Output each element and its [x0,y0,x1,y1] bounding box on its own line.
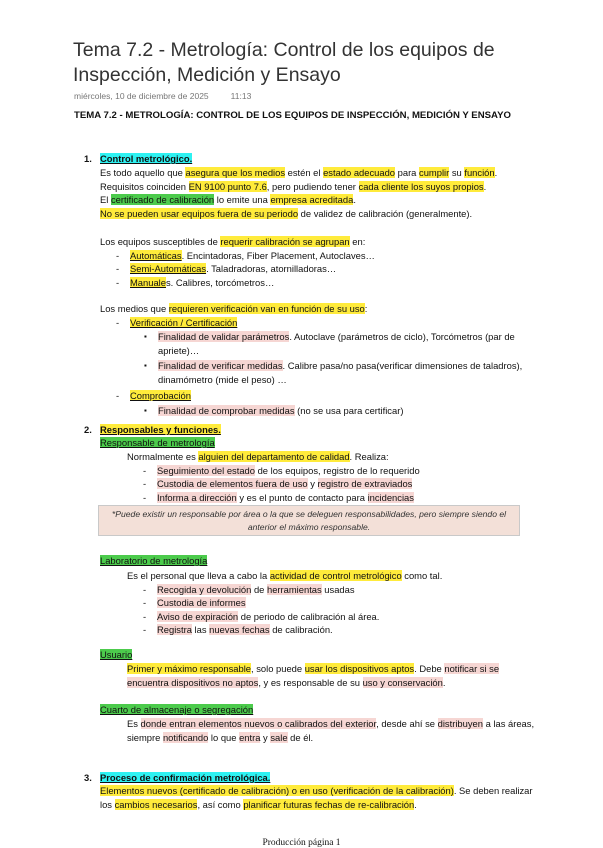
list-item: - Manuales. Calibres, torcómetros… [116,276,540,290]
storage-block: Es donde entran elementos nuevos o calibrados del exterior, desde ahí se distribuyen a las áreas, siempre notificando lo que entra y sale de él. [127,718,535,743]
list-item: - Verificación / Certificación ▪ Finalidad de validar parámetros. Autoclave (parámetros de ciclo), Torcómetros (par de apriete)… ▪ Finalidad de verificar medidas. Calibre pasa/no pasa(verificar dimensiones de taladros), dinamómetro (mide el peso) … [116,316,540,387]
user-block: Primer y máximo responsable, solo puede usar los dispositivos aptos. Debe notificar si se encuentra dispositivos no aptos, y es responsable de su uso y conservación. [127,663,500,688]
paragraph: Normalmente es alguien del departamento de calidad. Realiza: [127,451,389,462]
list-item: - Comprobación ▪ Finalidad de comprobar medidas (no se usa para certificar) [116,389,540,417]
list-item: - Semi-Automáticas. Taladradoras, atornilladoras… [116,262,540,276]
responsible-block [127,450,537,504]
list-item: - Seguimiento del estado de los equipos, registro de lo requerido [143,464,537,478]
responsible-list [143,464,537,505]
list-item: - Automáticas. Encintadoras, Fiber Placement, Autoclaves… [116,249,540,263]
section-2-number: 2. [84,424,92,435]
section-1-number: 1. [84,153,92,164]
paragraph: Es el personal que lleva a cabo la actividad de control metrológico como tal. [127,570,443,581]
paragraph: No se pueden usar equipos fuera de su periodo de validez de calibración (generalmente). [100,207,473,219]
storage-title: Cuarto de almacenaje o segregación [100,704,254,715]
equipment-groups [100,235,540,289]
verification-list [116,316,540,418]
list-item: ▪ Finalidad de validar parámetros. Autoclave (parámetros de ciclo), Torcómetros (par de apriete)… [144,330,540,357]
section-title: TEMA 7.2 - METROLOGÍA: CONTROL DE LOS EQUIPOS DE INSPECCIÓN, MEDICIÓN Y ENSAYO [74,110,511,121]
note-box: *Puede existir un responsable por área o la que se deleguen responsabilidades, pero siempre siendo el anterior el máximo responsable. [98,505,520,536]
list-item: ▪ Finalidad de comprobar medidas (no se usa para certificar) [144,404,540,418]
section-1-heading: Control metrológico. [100,153,193,164]
paragraph: Los equipos susceptibles de requerir calibración se agrupan en: [100,236,366,247]
list-item: - Registra las nuevas fechas de calibración. [143,623,537,637]
responsible-title: Responsable de metrología [100,437,215,448]
list-item: - Informa a dirección y es el punto de contacto para incidencias [143,491,537,505]
list-item: ▪ Finalidad de verificar medidas. Calibre pasa/no pasa(verificar dimensiones de taladros), dinamómetro (mide el peso) … [144,359,540,386]
group-list [116,249,540,290]
user-title: Usuario [100,649,133,660]
paragraph: El certificado de calibración lo emite una empresa acreditada. [100,194,356,205]
section-3-number: 3. [84,772,92,783]
page-meta [74,91,251,101]
verification-block [100,302,540,417]
lab-block [127,569,537,637]
paragraph: Requisitos coinciden EN 9100 punto 7.6, pero pudiendo tener cada cliente los suyos propios. [100,180,487,192]
list-item: - Custodia de elementos fuera de uso y registro de extraviados [143,477,537,491]
page-date: miércoles, 10 de diciembre de 2025 [74,91,209,101]
page-time: 11:13 [230,91,252,101]
list-item: - Recogida y devolución de herramientas usadas [143,583,537,597]
paragraph: Es todo aquello que asegura que los medios estén el estado adecuado para cumplir su función. [100,167,498,178]
section-3-heading: Proceso de confirmación metrológica. [100,772,271,783]
page-title: Tema 7.2 - Metrología: Control de los equipos de Inspección, Medición y Ensayo [73,39,495,86]
list-item: - Aviso de expiración de periodo de calibración al área. [143,610,537,624]
lab-list [143,583,537,637]
list-item: - Custodia de informes [143,596,537,610]
page-footer: Producción página 1 [262,838,341,848]
section-1-intro [100,166,540,220]
section-2-heading: Responsables y funciones. [100,424,221,435]
section-3-text: Elementos nuevos (certificado de calibración) o en uso (verificación de la calibración). Se deben realizar los cambios necesarios, así como planificar futuras fechas de re-calibración. [100,785,533,810]
paragraph: Los medios que requieren verificación van en función de su uso: [100,303,368,314]
lab-title: Laboratorio de metrología [100,555,208,566]
